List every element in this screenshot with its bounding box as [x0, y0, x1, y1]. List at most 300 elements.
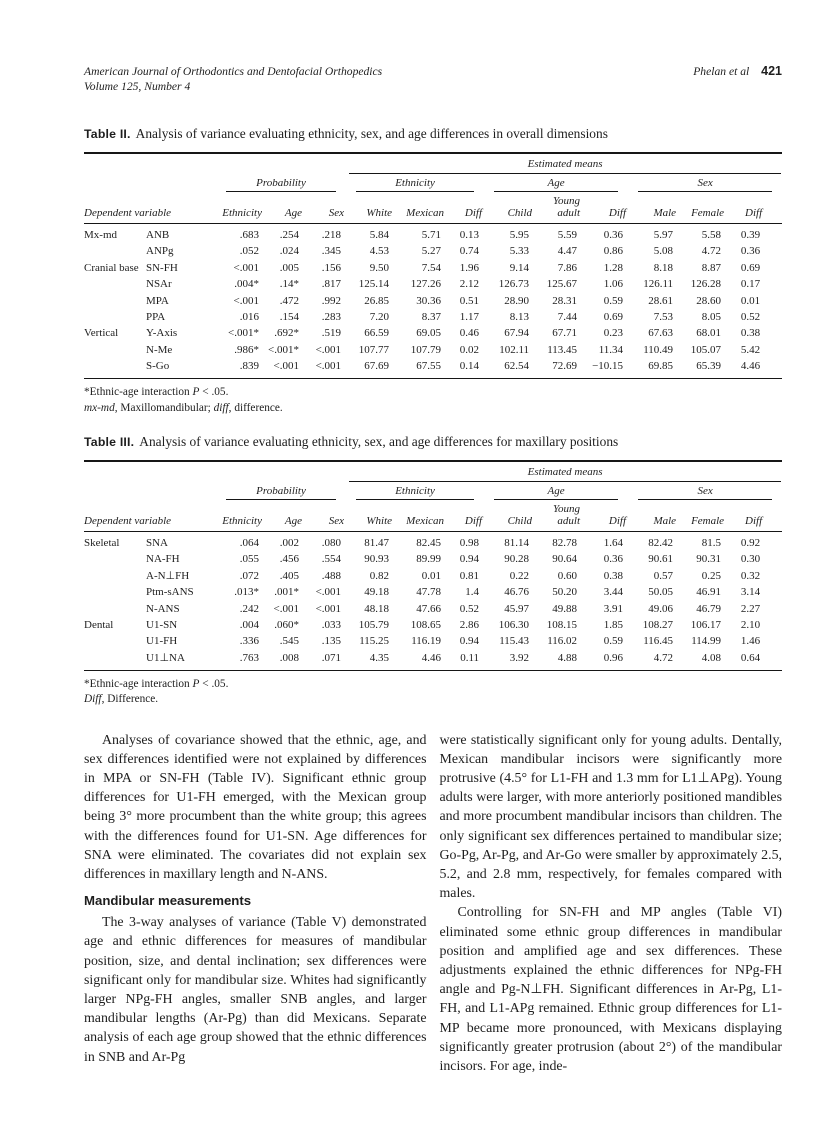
table-cell: 4.72 — [653, 651, 674, 664]
table-cell: 26.85 — [364, 294, 390, 307]
table-cell: 90.64 — [552, 553, 578, 566]
row-group-label — [84, 293, 146, 309]
row-group-label — [84, 601, 146, 617]
row-variable-label: Ptm-sANS — [146, 586, 194, 599]
column-header: Diff — [446, 500, 484, 532]
table-cell: .008 — [279, 651, 299, 664]
column-header: Diff — [726, 500, 782, 532]
table-header-row-spanner-top — [84, 153, 782, 174]
table-cell: 0.64 — [740, 651, 761, 664]
table-cell: 0.36 — [603, 553, 624, 566]
table-cell: 0.94 — [459, 553, 480, 566]
group-spanner-age — [484, 174, 628, 193]
estimated-means-spanner — [346, 461, 782, 482]
table-cell: .016 — [239, 310, 259, 323]
table-cell: 1.4 — [465, 586, 480, 599]
row-group-label: Mx-md — [84, 229, 117, 241]
group-spanner-ethnicity — [346, 482, 484, 501]
table-row — [84, 552, 782, 568]
row-variable-label: MPA — [146, 294, 169, 307]
table-cell: .519 — [321, 327, 342, 340]
page-number: 421 — [761, 64, 782, 78]
table-cell: .005 — [279, 261, 299, 274]
footnote-line — [84, 385, 782, 401]
table-row — [84, 244, 782, 260]
group-spanner-sex — [628, 482, 782, 501]
table-cell: 3.44 — [603, 586, 624, 599]
table-cell: 0.38 — [740, 327, 761, 340]
table-cell: 30.36 — [416, 294, 442, 307]
table-cell: 49.06 — [648, 602, 674, 615]
table-cell: 0.01 — [421, 569, 442, 582]
table-cell: <.001 — [315, 360, 342, 372]
footnote-segment: diff — [213, 401, 229, 414]
row-variable-label: SN-FH — [146, 261, 178, 274]
column-header: Male — [628, 192, 678, 224]
row-group-label: Dental — [84, 618, 114, 631]
table-cell: <.001* — [228, 327, 259, 340]
table-cell: 0.86 — [603, 245, 624, 258]
column-header: Diff — [582, 192, 628, 224]
table-cell: 114.99 — [691, 635, 722, 648]
table-cell: 0.14 — [459, 360, 480, 372]
column-header: Diff — [726, 192, 782, 224]
table-cell: 45.97 — [504, 602, 530, 615]
table-cell: 106.30 — [498, 618, 530, 631]
table-cell: 0.82 — [369, 569, 390, 582]
column-header: Ethnicity — [216, 192, 264, 224]
table-cell: 67.55 — [416, 360, 442, 372]
table-cell: 8.18 — [653, 261, 674, 274]
table-cell: 68.01 — [696, 327, 722, 340]
table-cell: 0.36 — [740, 245, 761, 258]
table3-anova-maxillary-positions — [84, 460, 782, 671]
table-cell: 1.28 — [603, 261, 624, 274]
row-group-label — [84, 342, 146, 358]
section-heading: Mandibular measurements — [84, 893, 252, 909]
table-cell: 2.12 — [459, 278, 480, 291]
table-cell: 0.23 — [603, 327, 624, 340]
footnote-segment: , difference. — [228, 401, 283, 414]
table-cell: .135 — [321, 635, 342, 648]
group-spanner-probability — [216, 482, 346, 501]
column-header: Sex — [304, 192, 346, 224]
row-group-label: Vertical — [84, 327, 119, 340]
running-head — [84, 0, 782, 94]
row-variable-label: Y-Axis — [146, 327, 178, 340]
table-cell: 5.71 — [421, 229, 442, 241]
table-cell: 89.99 — [416, 553, 442, 566]
table-cell: .283 — [321, 310, 342, 323]
table-row — [84, 224, 782, 244]
table-cell: 90.28 — [504, 553, 530, 566]
table-cell: .004 — [239, 618, 259, 631]
table-cell: .683 — [239, 229, 259, 241]
group-spanner-age — [484, 482, 628, 501]
table-cell: 67.71 — [552, 327, 578, 340]
table-cell: 3.14 — [740, 586, 761, 599]
table-cell: 7.53 — [653, 310, 674, 323]
group-spanner-label: Sex — [638, 177, 772, 193]
table-cell: .763 — [239, 651, 259, 664]
table-cell: 8.87 — [701, 261, 722, 274]
table-cell: 0.51 — [459, 294, 480, 307]
column-header: Sex — [304, 500, 346, 532]
table3-caption-label: Table III. — [84, 435, 135, 449]
table-cell: 116.02 — [547, 635, 578, 648]
table-cell: .013* — [234, 586, 259, 599]
table3-footnotes — [84, 677, 782, 708]
table-cell: 46.91 — [696, 586, 722, 599]
table-cell: .033 — [321, 618, 342, 631]
table-cell: 1.96 — [459, 261, 480, 274]
table-cell: 90.31 — [696, 553, 722, 566]
estimated-means-label: Estimated means — [349, 466, 781, 482]
running-head-right — [693, 64, 782, 78]
table-cell: 81.14 — [504, 537, 530, 549]
table-cell: 4.35 — [369, 651, 390, 664]
table-cell: 102.11 — [499, 343, 530, 356]
table2-caption-label: Table II. — [84, 127, 131, 141]
table-cell: 0.92 — [740, 537, 761, 549]
table-cell: 106.17 — [690, 618, 722, 631]
table-cell: .839 — [239, 360, 259, 372]
table-cell: 11.34 — [598, 343, 624, 356]
table-cell: <.001 — [233, 294, 259, 307]
column-header: Young adult — [534, 192, 582, 224]
table-cell: 47.78 — [416, 586, 442, 599]
table-cell: 5.08 — [653, 245, 674, 258]
table-cell: 108.65 — [410, 618, 442, 631]
table-cell: .488 — [321, 569, 342, 582]
column-header: Diff — [582, 500, 628, 532]
table-row — [84, 276, 782, 292]
table-cell: 1.85 — [603, 618, 624, 631]
table-cell: 1.17 — [459, 310, 480, 323]
table-cell: 5.95 — [509, 229, 530, 241]
table-cell: 49.18 — [364, 586, 390, 599]
table-cell: 0.60 — [557, 569, 578, 582]
journal-identification — [84, 64, 382, 94]
footnote-segment: < .05. — [199, 677, 229, 690]
table-cell: 67.94 — [504, 327, 530, 340]
journal-title: American Journal of Orthodontics and Dentofacial Orthopedics — [84, 65, 383, 78]
table-cell: 0.32 — [740, 569, 761, 582]
table-cell: 4.72 — [701, 245, 722, 258]
table-cell: 0.25 — [701, 569, 722, 582]
footnote-segment: *Ethnic-age interaction — [84, 386, 193, 398]
table-cell: 105.07 — [690, 343, 722, 356]
table-cell: 5.97 — [653, 229, 674, 241]
footnote-segment: *Ethnic-age interaction — [84, 677, 193, 690]
row-group-label — [84, 244, 146, 260]
data-table — [84, 460, 782, 671]
table-cell: 0.81 — [459, 569, 480, 582]
row-group-label — [84, 650, 146, 670]
footnote-segment: , Difference. — [101, 693, 159, 706]
table-row — [84, 293, 782, 309]
table-cell: 0.30 — [740, 553, 761, 566]
table-cell: 127.26 — [410, 278, 442, 291]
body-text-columns — [84, 731, 782, 1077]
table-cell: 125.67 — [546, 278, 578, 291]
stub-header: Dependent variable — [84, 500, 216, 532]
table-cell: 4.47 — [557, 245, 578, 258]
table3-caption — [84, 433, 782, 451]
table-cell: 108.27 — [642, 618, 674, 631]
table-row — [84, 532, 782, 552]
estimated-means-spanner — [346, 153, 782, 174]
table-cell: 90.61 — [648, 553, 674, 566]
table-cell: .004* — [234, 278, 259, 291]
table-cell: 82.78 — [552, 537, 578, 549]
group-spanner-sex — [628, 174, 782, 193]
table-cell: 66.59 — [364, 327, 390, 340]
table-cell: 0.39 — [740, 229, 761, 241]
table-cell: 72.69 — [552, 360, 578, 372]
table-cell: .336 — [239, 635, 259, 648]
row-group-label — [84, 309, 146, 325]
data-table — [84, 152, 782, 379]
column-header: Age — [264, 192, 304, 224]
group-spanner-label: Ethnicity — [356, 485, 474, 501]
table-cell: <.001 — [315, 586, 342, 599]
table-cell: 5.58 — [701, 229, 722, 241]
row-variable-label: NA-FH — [146, 553, 180, 566]
table-cell: 28.60 — [696, 294, 722, 307]
table-header-row-spanner-top — [84, 461, 782, 482]
table-cell: 0.13 — [459, 229, 480, 241]
column-header: Age — [264, 500, 304, 532]
table-cell: 81.47 — [364, 537, 390, 549]
row-variable-label: NSAr — [146, 278, 172, 291]
group-spanner-label: Probability — [226, 485, 336, 501]
table-cell: .218 — [321, 229, 342, 241]
table-cell: 9.14 — [509, 261, 530, 274]
page-content — [84, 0, 782, 1076]
running-authors: Phelan et al — [693, 65, 750, 78]
table-cell: .456 — [279, 553, 299, 566]
table-cell: 115.43 — [499, 635, 530, 648]
group-spanner-label: Age — [494, 485, 618, 501]
column-header: White — [346, 500, 394, 532]
row-group-label — [84, 634, 146, 650]
table-cell: <.001 — [273, 602, 299, 615]
table-cell: −10.15 — [592, 360, 624, 372]
table-cell: 116.19 — [411, 635, 442, 648]
table-cell: .817 — [321, 278, 342, 291]
table-cell: <.001 — [233, 261, 259, 274]
table-cell: 3.91 — [603, 602, 624, 615]
table-cell: 81.5 — [701, 537, 722, 549]
table-cell: .692* — [274, 327, 299, 340]
table-cell: 4.46 — [740, 360, 761, 372]
table-cell: 5.59 — [557, 229, 578, 241]
table-cell: 5.33 — [509, 245, 530, 258]
group-spanner-label: Age — [494, 177, 618, 193]
table-cell: 0.69 — [603, 310, 624, 323]
row-variable-label: SNA — [146, 537, 169, 549]
table-cell: 0.98 — [459, 537, 480, 549]
table-cell: 0.94 — [459, 635, 480, 648]
estimated-means-label: Estimated means — [349, 158, 781, 174]
body-column-right — [440, 731, 783, 1077]
table-cell: .080 — [321, 537, 342, 549]
table-cell: .254 — [279, 229, 299, 241]
table-cell: <.001* — [268, 343, 299, 356]
column-header: Mexican — [394, 192, 446, 224]
table-row — [84, 309, 782, 325]
table-cell: 28.61 — [648, 294, 674, 307]
table-cell: .052 — [239, 245, 259, 258]
table-cell: .156 — [321, 261, 342, 274]
table-row — [84, 584, 782, 600]
row-variable-label: N-Me — [146, 343, 173, 356]
footnote-segment: P — [192, 386, 200, 398]
table-cell: .545 — [279, 635, 299, 648]
table-cell: <.001 — [273, 360, 299, 372]
row-variable-label: U1⊥NA — [146, 651, 185, 664]
row-variable-label: PPA — [146, 310, 166, 323]
table-cell: 47.66 — [416, 602, 442, 615]
table-cell: 4.53 — [369, 245, 390, 258]
table-cell: 49.88 — [552, 602, 578, 615]
footnote-line — [84, 401, 782, 417]
table-cell: 7.44 — [557, 310, 578, 323]
table2-caption-text: Analysis of variance evaluating ethnicity, sex, and age differences in overall dimensions — [135, 126, 608, 141]
column-header: Mexican — [394, 500, 446, 532]
table-cell: .345 — [321, 245, 342, 258]
row-group-label — [84, 568, 146, 584]
table-cell: 116.45 — [643, 635, 674, 648]
row-variable-label: S-Go — [146, 360, 170, 372]
table-cell: .024 — [279, 245, 299, 258]
table-cell: <.001 — [315, 602, 342, 615]
table-cell: 105.79 — [358, 618, 390, 631]
row-variable-label: U1-FH — [146, 635, 178, 648]
table-cell: 0.57 — [653, 569, 674, 582]
header-spacer — [84, 153, 346, 174]
table-cell: 8.37 — [421, 310, 442, 323]
table-cell: .071 — [321, 651, 342, 664]
table-cell: 126.73 — [498, 278, 530, 291]
header-spacer — [84, 461, 346, 482]
table-cell: .154 — [279, 310, 299, 323]
table-cell: 0.22 — [509, 569, 530, 582]
group-spanner-label: Ethnicity — [356, 177, 474, 193]
group-spanner-probability — [216, 174, 346, 193]
table-row — [84, 326, 782, 342]
group-spanner-label: Sex — [638, 485, 772, 501]
table-cell: 28.90 — [504, 294, 530, 307]
table-header-row-group-spanners — [84, 482, 782, 501]
table-cell: 90.93 — [364, 553, 390, 566]
table-cell: 5.84 — [369, 229, 390, 241]
table-cell: 0.96 — [603, 651, 624, 664]
column-header: Ethnicity — [216, 500, 264, 532]
table-cell: 50.05 — [648, 586, 674, 599]
table-cell: 0.01 — [740, 294, 761, 307]
table-row — [84, 634, 782, 650]
table-cell: 9.50 — [369, 261, 390, 274]
column-header: Child — [484, 192, 534, 224]
table-cell: 5.27 — [421, 245, 442, 258]
table-cell: 4.08 — [701, 651, 722, 664]
table-cell: 0.11 — [460, 651, 480, 664]
group-spanner-ethnicity — [346, 174, 484, 193]
table-cell: 7.86 — [557, 261, 578, 274]
group-spanner-label: Probability — [226, 177, 336, 193]
table-row — [84, 260, 782, 276]
table-cell: 1.06 — [603, 278, 624, 291]
column-header: Female — [678, 500, 726, 532]
table-cell: .992 — [321, 294, 342, 307]
table-cell: 1.46 — [740, 635, 761, 648]
table-cell: 3.92 — [509, 651, 530, 664]
table-cell: 67.63 — [648, 327, 674, 340]
column-header: Diff — [446, 192, 484, 224]
table-cell: 107.77 — [358, 343, 390, 356]
row-variable-label: A-N⊥FH — [146, 569, 190, 582]
table-cell: 126.28 — [690, 278, 722, 291]
table-cell: 69.85 — [648, 360, 674, 372]
body-paragraph: The 3-way analyses of variance (Table V) demonstrated age and ethnic differences for measures of mandibular position, size, and dental inclination; sex differences were significant only for mandibular size. Whites had significantly larger NPg-FH angles, smaller SNB angles, and larger mandibular lengths (Ar-Pg) than did Mexicans. Separate analysis of each age group showed that the ethnic differences in SNB and Ar-Pg — [84, 915, 427, 1065]
table-cell: 0.36 — [603, 229, 624, 241]
table-cell: 0.38 — [603, 569, 624, 582]
table-cell: 113.45 — [547, 343, 578, 356]
column-header: Male — [628, 500, 678, 532]
table-cell: .472 — [279, 294, 299, 307]
table2-footnotes — [84, 385, 782, 416]
table-cell: 8.13 — [509, 310, 530, 323]
row-variable-label: ANB — [146, 229, 170, 241]
table-cell: .554 — [321, 553, 342, 566]
table-cell: 67.69 — [364, 360, 390, 372]
table-cell: 4.88 — [557, 651, 578, 664]
row-variable-label: N-ANS — [146, 602, 180, 615]
table-cell: .064 — [239, 537, 259, 549]
table-cell: 8.05 — [701, 310, 722, 323]
table-cell: 48.18 — [364, 602, 390, 615]
table-header-row-columns — [84, 500, 782, 532]
table-cell: .055 — [239, 553, 259, 566]
table-cell: 28.31 — [552, 294, 578, 307]
table-cell: 82.45 — [416, 537, 442, 549]
table-cell: 0.74 — [459, 245, 480, 258]
table-cell: 125.14 — [358, 278, 390, 291]
table-cell: 7.54 — [421, 261, 442, 274]
body-paragraph: Controlling for SN-FH and MP angles (Table VI) eliminated some ethnic group differences in mandibular position and amplified age and sex differences. These adjustments explained the ethnic differences for NPg-FH angle and Pg-N⊥FH. Significant differences in Ar-Pg, L1-FH, and L1-APg remained. Ethnic group differences for L1-MP became more pronounced, with Mexicans displaying significantly greater protrusion (about 2°) of the mandibular incisors. For age, inde- — [439, 905, 782, 1075]
footnote-segment: mx-md — [84, 401, 115, 414]
table-cell: .986* — [234, 343, 259, 356]
footnote-line — [84, 692, 782, 708]
table-cell: 7.20 — [369, 310, 390, 323]
table-cell: 50.20 — [552, 586, 578, 599]
table-cell: <.001 — [315, 343, 342, 356]
table-cell: 107.79 — [410, 343, 442, 356]
footnote-segment: P — [192, 677, 200, 690]
body-paragraph: Analyses of covariance showed that the ethnic, age, and sex differences identified were not explained by differences in MPA or SN-FH (Table IV). Significant ethnic group differences for U1-FH emerged, with the Mexican group being 3° more procumbent than the white group; this agrees with the differences found for U1-SN. Age differences for SNA were eliminated. The covariates did not explain sex differences in maxillary length and N-ANS. — [84, 732, 427, 883]
header-spacer — [84, 482, 216, 501]
table-cell: 0.17 — [740, 278, 761, 291]
table-cell: 115.25 — [359, 635, 390, 648]
table2-caption — [84, 125, 782, 143]
table-row — [84, 650, 782, 670]
row-variable-label: ANPg — [146, 245, 174, 258]
table-cell: 0.46 — [459, 327, 480, 340]
table-row — [84, 601, 782, 617]
table-cell: .072 — [239, 569, 259, 582]
